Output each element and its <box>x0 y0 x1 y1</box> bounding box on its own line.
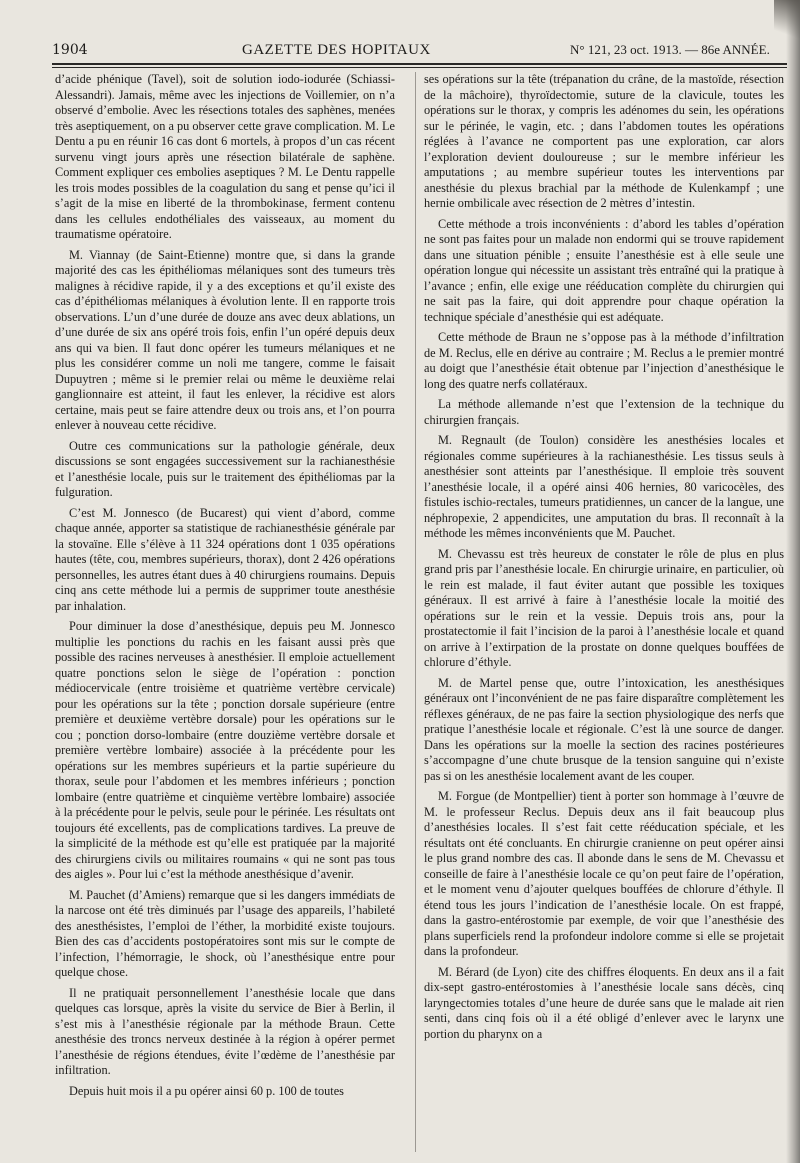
paragraph: M. de Martel pense que, outre l’intoxication, les anesthésiques généraux ont l’inconvénient de ne pas faire disparaître complètement les réflexes généraux, de ne pas faire la section physiologique des nerfs que pratique l’anesthésie locale et régionale. C’est là une source de danger. Dans les opérations sur la moelle la section des racines postérieures s’accompagne d’une chute brusque de la tension sanguine qui n’existe pas si on les anesthésie localement avant de les couper. <box>424 675 784 783</box>
paragraph: M. Viannay (de Saint-Etienne) montre que, si dans la grande majorité des cas les épithéliomas mélaniques sont des tumeurs très malignes à récidive rapide, il y a des exceptions et qu’il existe des cas d’épithéliomas mélaniques à évolution lente. Il en rapporte trois observations. L’un d’une durée de douze ans avec deux ablations, un d’une durée de six ans opéré trois fois, enfin l’un opéré depuis deux ans qui va bien. Il faut donc opérer les tumeurs mélaniques et ne plus les considérer comme un noli me tangere, comme le faisait Dupuytren ; même si le premier relai ou même le deuxième relai ganglionnaire est atteint, il faut les enlever, la récidive est alors certaine, mais peut se faire attendre deux ou trois ans, et l’on pourra enlever à nouveau cette récidive. <box>55 247 395 432</box>
paragraph: M. Bérard (de Lyon) cite des chiffres éloquents. En deux ans il a fait dix-sept gastro-entérostomies à l’anesthésie locale sans décès, cinq laryngectomies totales d’une heure de durée sans que le malade ait rien senti, dans cinq fois où il a été obligé d’enlever avec le larynx une portion du pharynx on a <box>424 964 784 1041</box>
paragraph: C’est M. Jonnesco (de Bucarest) qui vient d’abord, comme chaque année, apporter sa statistique de rachianesthésie générale par la stovaïne. Elle s’élève à 11 324 opérations dont 1 035 opérations hautes (tête, cou, membres supérieurs, thorax), dont 2 426 opérations personnelles, les autres étant dues à 40 chirurgiens roumains. Depuis cinq ans cette méthode lui a permis de supprimer toute anesthésie par inhalation. <box>55 505 395 613</box>
paragraph: Cette méthode a trois inconvénients : d’abord les tables d’opération ne sont pas faites pour un malade non endormi qui se trouve rapidement dans une situation pénible ; ensuite l’anesthésie est à elle seule une opération longue qui nécessite un assistant très entraîné qui la pratique à l’avance ; enfin, elle exige une rééducation complète du chirurgien qui ne sait pas la faire, qui doit apprendre pour chaque opération la technique spéciale d’anesthésie qui est adéquate. <box>424 216 784 324</box>
header-rule <box>52 63 787 65</box>
right-column <box>424 72 784 1047</box>
page-binding-shadow <box>786 0 800 1163</box>
paragraph: M. Pauchet (d’Amiens) remarque que si les dangers immédiats de la narcose ont été très diminués par l’usage des appareils, l’habileté des anesthésistes, l’emploi de l’éther, la morbidité existe toujours. Bien des cas d’accidents postopératoires sont mis sur le compte de l’infection, l’hémorragie, le shock, où l’anesthésique entre pour quelque chose. <box>55 887 395 979</box>
paragraph: M. Chevassu est très heureux de constater le rôle de plus en plus grand pris par l’anesthésie locale. En chirurgie urinaire, en particulier, où le rein est malade, il faut éviter autant que possible les toxiques généraux. Il est arrivé à faire à l’anesthésie locale la moitié des opérations sur le rein et la vessie. Depuis trois ans, pour la prostatectomie il fait l’incision de la paroi à l’anesthésie locale et quand on arrive à l’extirpation de la prostate on donne quelques bouffées de chlorure d’éthyle. <box>424 546 784 669</box>
left-column <box>55 72 395 1104</box>
paragraph: d’acide phénique (Tavel), soit de solution iodo-iodurée (Schiassi-Alessandri). Jamais, même avec les injections de Voillemier, on n’a observé d’embolie. Avec les résections totales des saphènes, menées très aseptiquement, on a pu observer cette grave complication. M. Le Dentu a pu en réunir 16 cas dont 6 mortels, à propos d’un cas récent survenu vingt jours après une résection bilatérale de saphène. Comment expliquer ces embolies aseptiques ? M. Le Dentu rappelle les trois modes possibles de la coagulation du sang et pense qu’ici il s’agit de la mise en liberté de la thrombokinase, ferment contenu dans les cellules endothéliales des vaisseaux, au moment du traumatisme opératoire. <box>55 72 395 241</box>
paragraph: Outre ces communications sur la pathologie générale, deux discussions se sont engagées successivement sur la rachianesthésie et l’anesthésie locale, puis sur le traitement des épithéliomas par la fulguration. <box>55 438 395 499</box>
paragraph: Il ne pratiquait personnellement l’anesthésie locale que dans quelques cas lorsque, après la visite du service de Bier à Berlin, il s’est mis à l’anesthésie régionale par la méthode Braun. Cette anesthésie des troncs nerveux destinée à la région à opérer permet l’anesthésie de régions étendues, évite l’œdème de l’anesthésie par infiltration. <box>55 985 395 1077</box>
paragraph: M. Forgue (de Montpellier) tient à porter son hommage à l’œuvre de M. le professeur Reclus. Depuis deux ans il fait beaucoup plus d’anesthésies locales. Il s’est fait cette rééducation spéciale, et les résultats ont été concluants. En chirurgie cranienne on peut opérer ainsi le plus grand nombre des cas. Il abonde dans le sens de M. Chevassu et conseille de faire à l’anesthésie locale ce qu’on peut faire de l’opération, et le moment venu d’ajouter quelques bouffées de chlorure d’éthyle. Il étend tous les jours l’indication de l’anesthésie locale. On est frappé, dans la gastro-entérostomie par exemple, de voir que l’anesthésie des plans superficiels rend la profondeur indolore comme si elle se projetait dans la profondeur. <box>424 789 784 958</box>
page-header <box>52 34 787 64</box>
page-corner-shadow <box>774 0 800 40</box>
paragraph: Depuis huit mois il a pu opérer ainsi 60 p. 100 de toutes <box>69 1083 344 1098</box>
column-separator <box>415 72 416 1152</box>
header-rule-thin <box>52 67 787 68</box>
journal-title: GAZETTE DES HOPITAUX <box>242 42 431 58</box>
paragraph: ses opérations sur la tête (trépanation du crâne, de la mastoïde, résection de la mâchoire), thyroïdectomie, suture de la clavicule, toutes les opérations sur le thorax, y compris les adénomes du sein, les opérations sur le périnée, le vagin, etc. ; dans l’abdomen toutes les opérations réglées à l’avance ne comportent pas une exploration, car alors l’exploration devient douloureuse ; sur le membre inférieur les amputations ; au membre supérieur toutes les interventions par anesthésie du plexus brachial par la méthode de Kulenkampf ; une hernie ombilicale avec résection de 2 mètres d’intestin. <box>424 72 784 210</box>
paragraph: La méthode allemande n’est que l’extension de la technique du chirurgien français. <box>424 397 784 427</box>
paragraph: Pour diminuer la dose d’anesthésique, depuis peu M. Jonnesco multiplie les ponctions du rachis en les faisant aussi près que possible des racines nerveuses à anesthésier. Il emploie actuellement quatre ponctions selon le siège de l’opération : ponction médiocervicale (entre troisième et quatrième vertèbre cervicale) pour les opérations sur la tête ; ponction dorsale supérieure (entre première et deuxième vertèbre dorsale) pour les opérations sur le cou ; ponction dorso-lombaire (entre douzième vertèbre dorsale et première vertèbre lombaire) associée à la précédente pour les opérations sur les membres supérieurs et la partie supérieure du thorax, seule pour l’abdomen et les membres inférieurs ; ponction lombaire (entre quatrième et cinquième vertèbre lombaire) associée à la précédente pour le pelvis, seule pour le périnée. Les résultats ont toujours été excellents, pas de complications tardives. La preuve de la simplicité de la méthode est qu’elle est pratiquée par la majorité des chirurgiens civils ou militaires roumains « qui ne sont pas tous des aigles ». Pour lui c’est la méthode anesthésique d’avenir. <box>55 619 395 881</box>
paragraph: M. Regnault (de Toulon) considère les anesthésies locales et régionales comme supérieures à la rachianesthésie. Les tissus seuls à anesthésier sont atteints par l’anesthésique. Il emploie très souvent l’anesthésie locale, il a opéré ainsi 406 hernies, 80 varicocèles, des fistules ischio-rectales, tumeurs pratidiennes, un cancer de la langue, une néphropexie, 2 appendicites, une amputation du bras. Il reconnaît à la méthode les mêmes inconvénients que M. Pauchet. <box>424 433 784 540</box>
paragraph: Cette méthode de Braun ne s’oppose pas à la méthode d’infiltration de M. Reclus, elle en dérive au contraire ; M. Reclus a le premier montré au doigt que l’anesthésie était obtenue par l’injection d’anesthésique le long des quatre nerfs collatéraux. <box>424 330 784 391</box>
issue-info: N° 121, 23 oct. 1913. — 86e ANNÉE. <box>570 42 770 57</box>
page-number: 1904 <box>52 42 88 58</box>
